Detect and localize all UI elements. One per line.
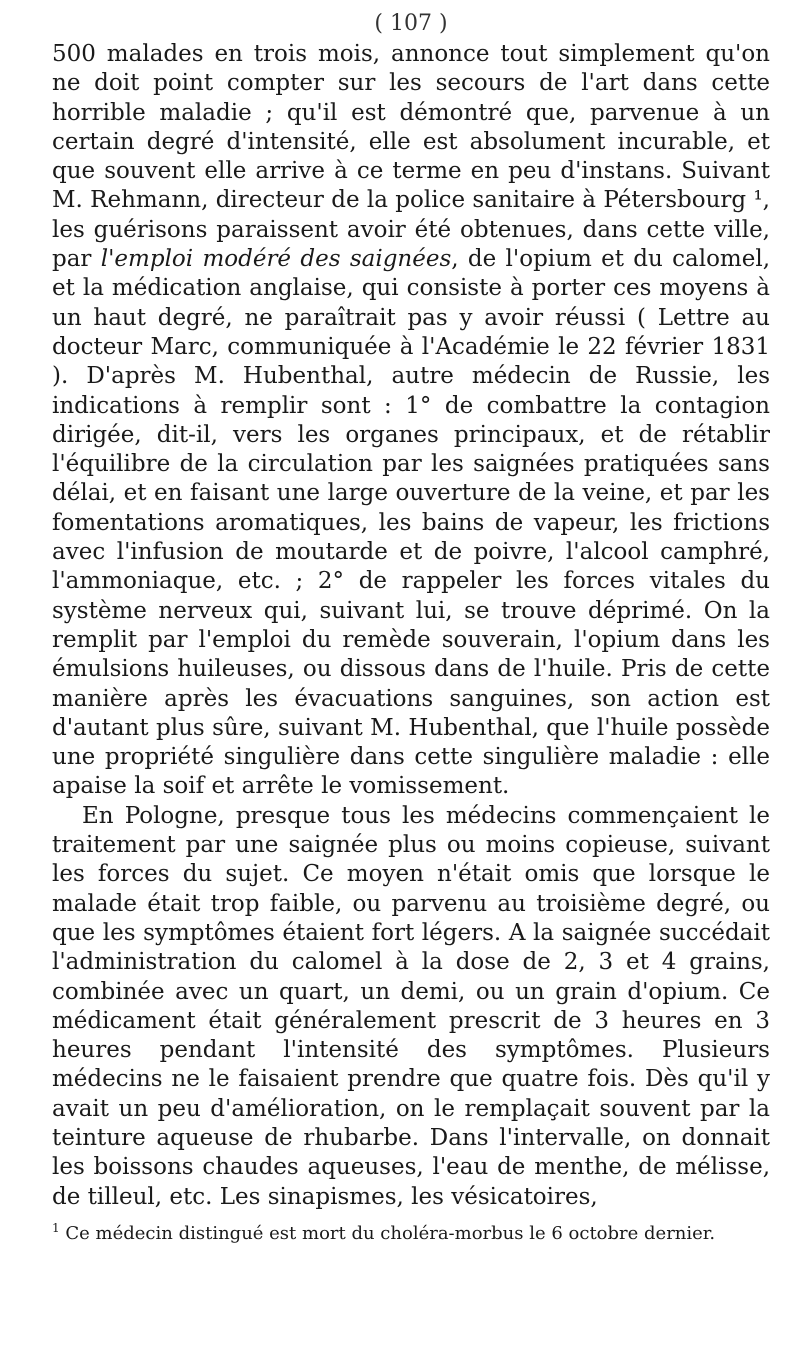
paragraph-2: En Pologne, presque tous les médecins commençaient le traitement par une saignée plus ou moins copieuse, suivant les forces du sujet. Ce moyen n'était omis que lorsque le malade était trop faible, ou parvenu au troisième degré, ou que les symptômes étaient fort légers. A la saignée succédait l'administration du calomel à la dose de 2, 3 et 4 grains, combinée avec un quart, un demi, ou un grain d'opium. Ce médicament était généralement prescrit de 3 heures en 3 heures pendant l'intensité des symptômes. Plusieurs médecins ne le faisaient prendre que quatre fois. Dès qu'il y avait un peu d'amélioration, on le remplaçait souvent par la teinture aqueuse de rhubarbe. Dans l'intervalle, on donnait les boissons chaudes aqueuses, l'eau de menthe, de mélisse, de tilleul, etc. Les sinapismes, les vésicatoires, [52, 802, 770, 1210]
footnote-mark: 1 [52, 1220, 60, 1235]
paragraph-1-text-b: , de l'opium et du calomel, et la médication anglaise, qui consiste à porter ces moyens à un haut degré, ne paraîtrait pas y avoir réussi ( Lettre au docteur Marc, communiquée à l'Académie le 22 février 1831 ). D'après M. Hubenthal, autre médecin de Russie, les indications à remplir sont : 1° de combattre la contagion dirigée, dit-il, vers les organes principaux, et de rétablir l'équilibre de la circulation par les saignées pratiquées sans délai, et en faisant une large ouverture de la veine, et par les fomentations aromatiques, les bains de vapeur, les frictions avec l'infusion de moutarde et de poivre, l'alcool camphré, l'ammoniaque, etc. ; 2° de rappeler les forces vitales du système nerveux qui, suivant lui, se trouve déprimé. On la remplit par l'emploi du remède souverain, l'opium dans les émulsions huileuses, ou dissous dans de l'huile. Pris de cette manière après les évacuations sanguines, son action est d'autant plus sûre, suivant M. Hubenthal, que l'huile possède une propriété singulière dans cette singulière maladie : elle apaise la soif et arrête le vomissement. [52, 246, 771, 800]
paragraph-1 [52, 40, 770, 802]
paragraph-1-italic: l'emploi modéré des saignées [100, 246, 452, 273]
footnote [52, 1216, 770, 1246]
page-number: ( 107 ) [374, 11, 448, 36]
body-text [52, 40, 770, 1212]
footnote-text: Ce médecin distingué est mort du choléra-morbus le 6 octobre dernier. [65, 1222, 716, 1244]
paragraph-1-text-a: 500 malades en trois mois, annonce tout simplement qu'on ne doit point compter sur les secours de l'art dans cette horrible maladie ; qu'il est démontré que, parvenue à un certain degré d'intensité, elle est absolument incurable, et que souvent elle arrive à ce terme en peu d'instans. Suivant M. Rehmann, directeur de la police sanitaire à Pétersbourg ¹, les guérisons paraissent avoir été obtenues, dans cette ville, par [52, 41, 770, 273]
